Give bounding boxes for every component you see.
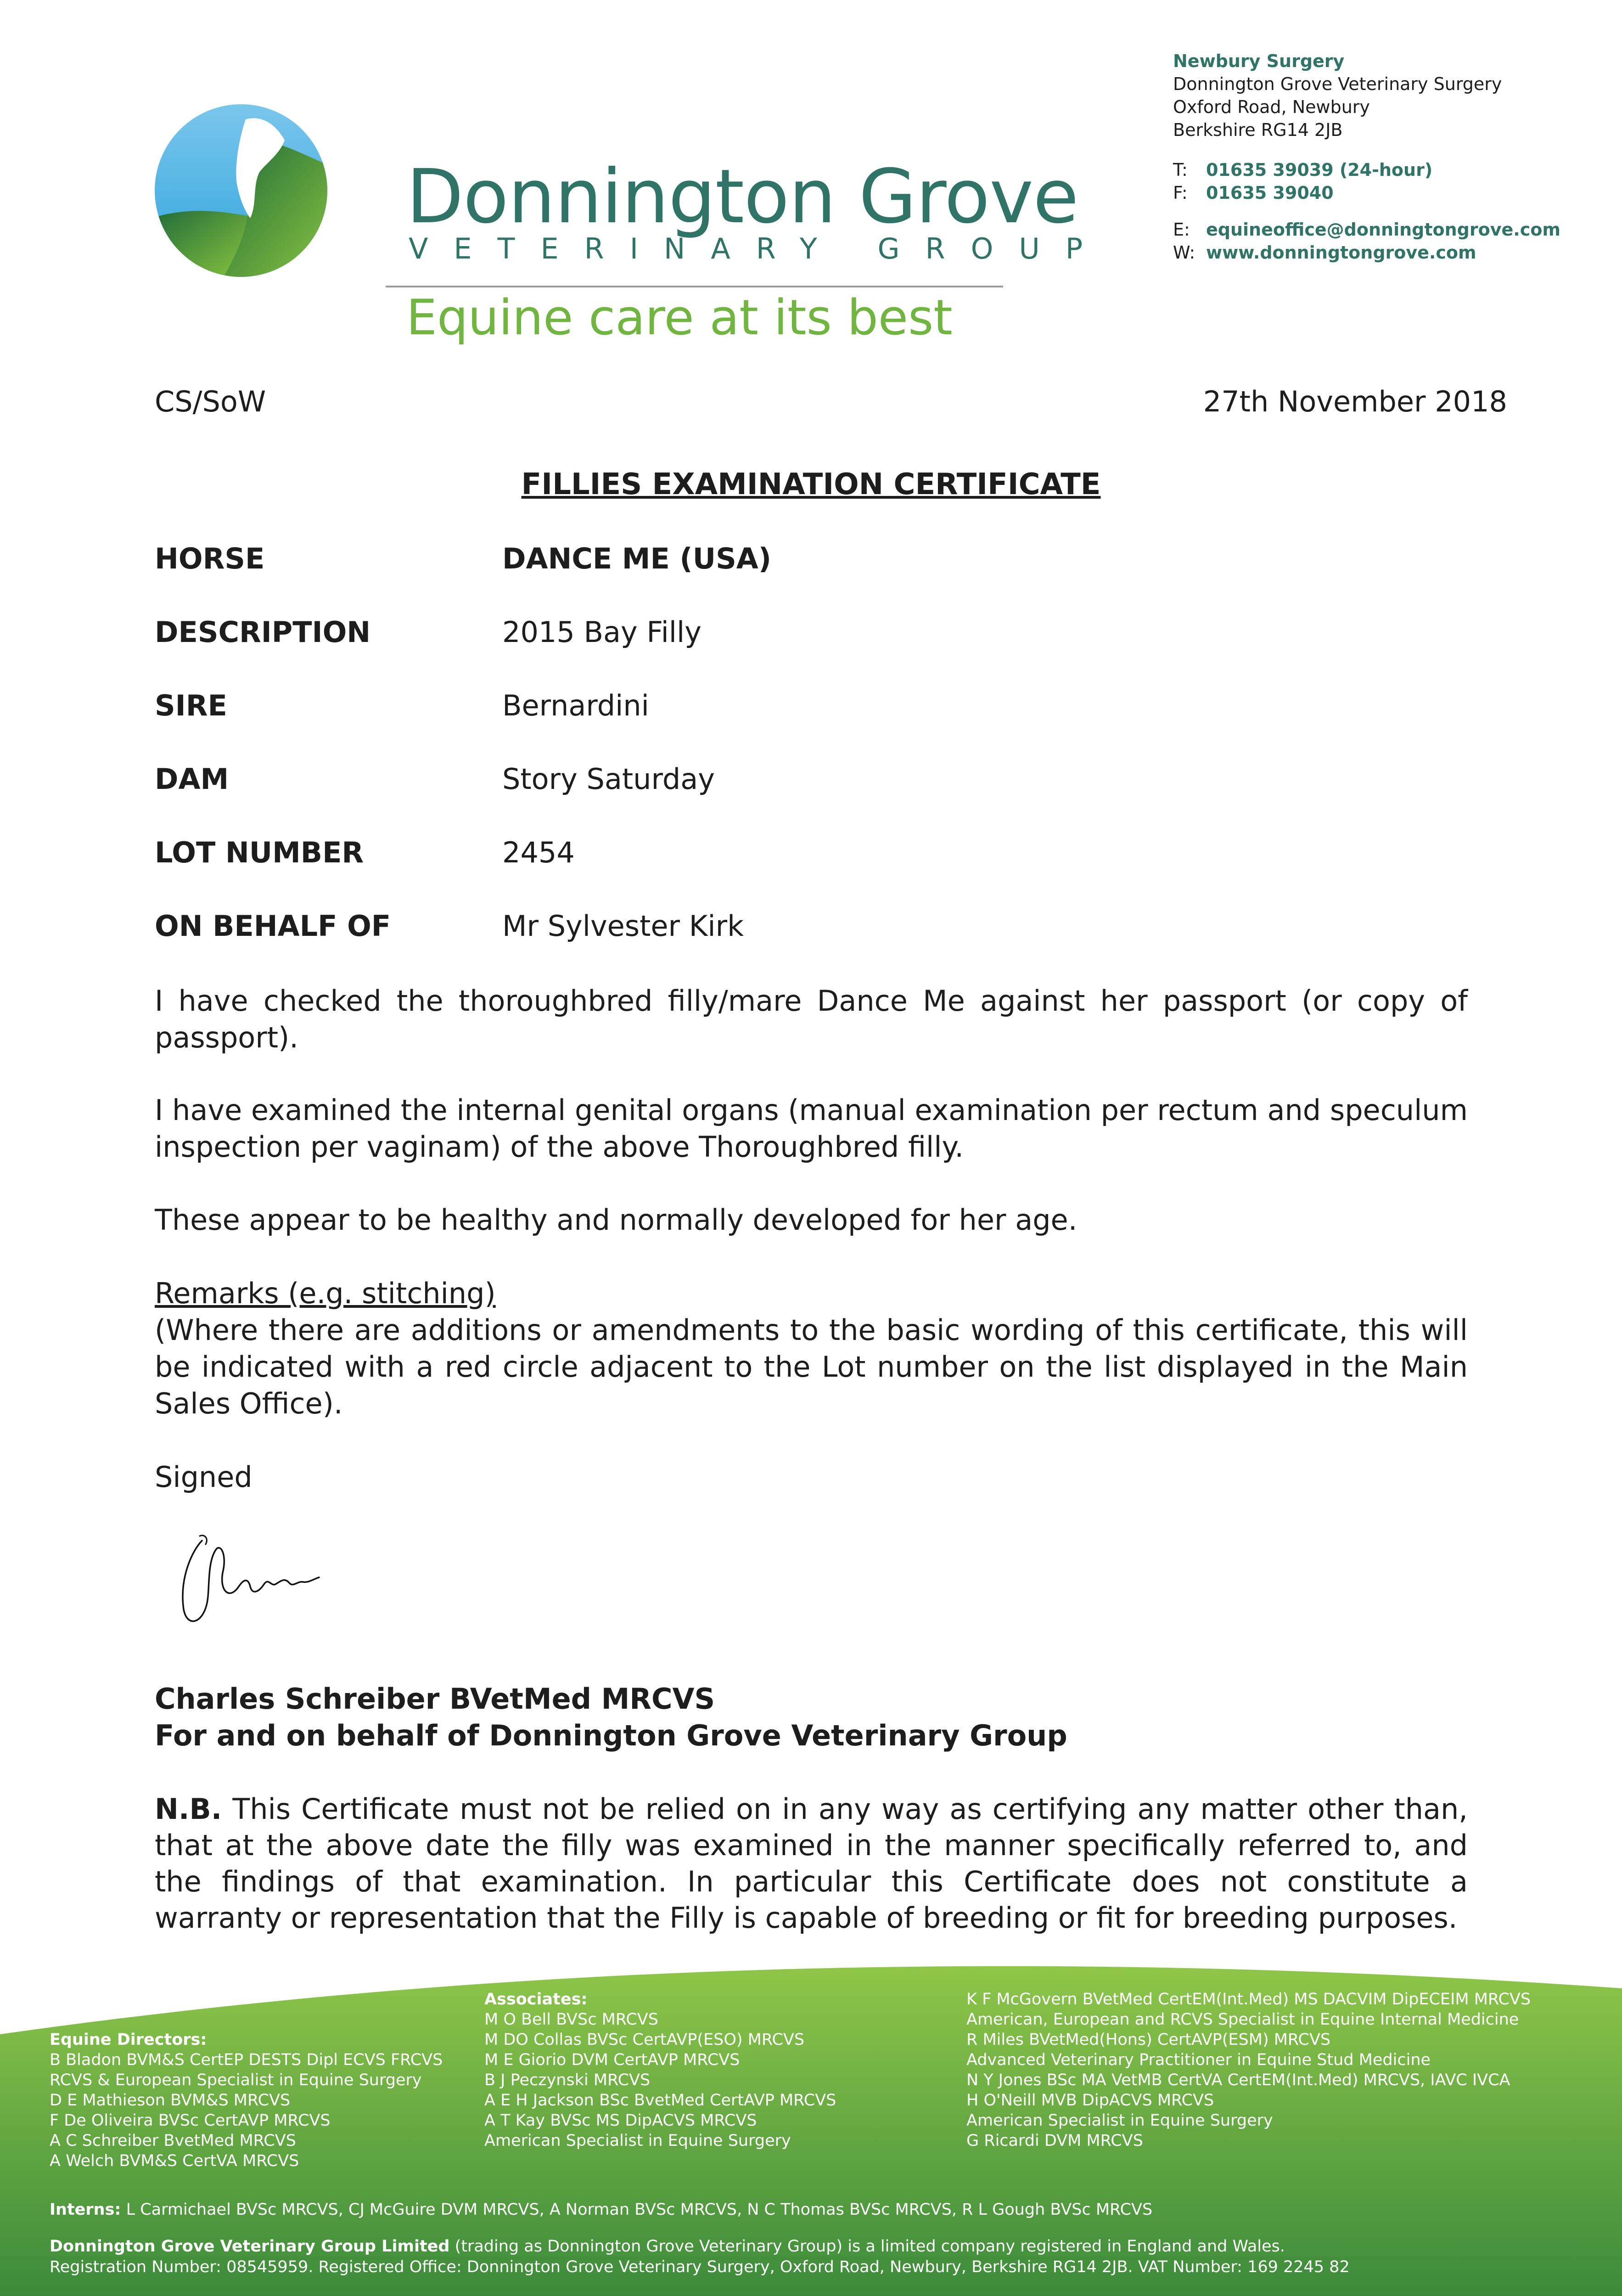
associate: G Ricardi DVM MRCVS bbox=[966, 2132, 1143, 2150]
brand-divider bbox=[386, 286, 1003, 287]
field-value: 2454 bbox=[502, 836, 575, 869]
signed-label: Signed bbox=[155, 1460, 253, 1494]
email-link[interactable]: equineoffice@donningtongrove.com bbox=[1206, 219, 1560, 240]
associates-heading: Associates: bbox=[484, 1990, 588, 2009]
signatory-behalf: For and on behalf of Donnington Grove Veterinary Group bbox=[155, 1719, 1067, 1752]
interns-label: Interns: bbox=[50, 2200, 121, 2219]
fax-label: F: bbox=[1173, 183, 1188, 203]
company-name: Donnington Grove Veterinary Group Limited bbox=[50, 2237, 450, 2256]
field-label: LOT NUMBER bbox=[155, 836, 364, 869]
associate: American Specialist in Equine Surgery bbox=[966, 2111, 1273, 2130]
associate: A T Kay BVSc MS DipACVS MRCVS bbox=[484, 2111, 757, 2130]
address-line: Donnington Grove Veterinary Surgery bbox=[1173, 74, 1502, 94]
remarks-heading: Remarks (e.g. stitching) bbox=[155, 1277, 496, 1310]
handwritten-signature bbox=[174, 1522, 340, 1637]
associate: K F McGovern BVetMed CertEM(Int.Med) MS DACVIM DipECEIM MRCVS bbox=[966, 1990, 1531, 2009]
field-label: SIRE bbox=[155, 689, 227, 722]
associate: M DO Collas BVSc CertAVP(ESO) MRCVS bbox=[484, 2031, 805, 2049]
examination-paragraph: I have examined the internal genital organs (manual examination per rectum and speculum inspection per vaginam) of the above Thoroughbred filly. bbox=[155, 1093, 1468, 1164]
web-label: W: bbox=[1173, 242, 1195, 263]
field-value: Bernardini bbox=[502, 689, 649, 722]
email-label: E: bbox=[1173, 219, 1190, 240]
associate: N Y Jones BSc MA VetMB CertVA CertEM(Int.Med) MRCVS, IAVC IVCA bbox=[966, 2071, 1510, 2089]
brand-name: Donnington Grove bbox=[406, 154, 1078, 240]
passport-check-paragraph: I have checked the thoroughbred filly/mare Dance Me against her passport (or copy of passport). bbox=[155, 984, 1468, 1054]
associate: American, European and RCVS Specialist in Equine Internal Medicine bbox=[966, 2010, 1519, 2029]
associate: B J Peczynski MRCVS bbox=[484, 2071, 651, 2089]
field-label: ON BEHALF OF bbox=[155, 909, 391, 943]
field-label: DESCRIPTION bbox=[155, 615, 371, 649]
associate: R Miles BVetMed(Hons) CertAVP(ESM) MRCVS bbox=[966, 2031, 1331, 2049]
field-value: 2015 Bay Filly bbox=[502, 615, 702, 649]
tel-label: T: bbox=[1173, 160, 1188, 180]
associate: American Specialist in Equine Surgery bbox=[484, 2132, 791, 2150]
associate: M O Bell BVSc MRCVS bbox=[484, 2010, 658, 2029]
registration-line: Registration Number: 08545959. Registered Office: Donnington Grove Veterinary Surgery, Oxford Road, Newbury, Berkshire RG14 2JB. VAT Number: 169 2245 82 bbox=[50, 2258, 1350, 2276]
letter-date: 27th November 2018 bbox=[1203, 385, 1507, 418]
associate: H O'Neill MVB DipACVS MRCVS bbox=[966, 2091, 1214, 2110]
company-line bbox=[50, 2236, 1285, 2257]
associate: A E H Jackson BSc BvetMed CertAVP MRCVS bbox=[484, 2091, 836, 2110]
director: A C Schreiber BvetMed MRCVS bbox=[50, 2132, 296, 2150]
associates-list bbox=[484, 1989, 836, 2151]
signatory-name: Charles Schreiber BVetMed MRCVS bbox=[155, 1682, 715, 1716]
field-label: DAM bbox=[155, 762, 229, 796]
remarks-section bbox=[155, 1275, 1468, 1422]
certificate-title: FILLIES EXAMINATION CERTIFICATE bbox=[521, 467, 1101, 501]
company-logo bbox=[152, 99, 335, 282]
director: D E Mathieson BVM&S MRCVS bbox=[50, 2091, 291, 2110]
signatory-block bbox=[155, 1681, 1067, 1754]
brand-subtitle: VETERINARY GROUP bbox=[409, 232, 1109, 265]
remarks-body: (Where there are additions or amendments to the basic wording of this certificate, this will be indicated with a red circle adjacent to the Lot number on the list displayed in the Main Sales Office). bbox=[155, 1313, 1468, 1420]
company-text: (trading as Donnington Grove Veterinary Group) is a limited company registered in England and Wales. bbox=[449, 2237, 1285, 2256]
nb-label: N.B. bbox=[155, 1792, 222, 1826]
associates-list-2 bbox=[966, 1989, 1531, 2151]
footer bbox=[0, 1961, 1622, 2296]
associate: M E Giorio DVM CertAVP MRCVS bbox=[484, 2051, 740, 2069]
disclaimer bbox=[155, 1791, 1468, 1936]
website-link[interactable]: www.donningtongrove.com bbox=[1206, 242, 1476, 263]
director: B Bladon BVM&S CertEP DESTS Dipl ECVS FRCVS bbox=[50, 2051, 443, 2069]
address-line: Oxford Road, Newbury bbox=[1173, 97, 1370, 117]
associate: Advanced Veterinary Practitioner in Equine Stud Medicine bbox=[966, 2051, 1431, 2069]
practice-address bbox=[1173, 50, 1502, 141]
field-value: DANCE ME (USA) bbox=[502, 542, 772, 575]
field-value: Mr Sylvester Kirk bbox=[502, 909, 744, 943]
fax-number: 01635 39040 bbox=[1206, 183, 1334, 203]
field-label: HORSE bbox=[155, 542, 265, 575]
tagline: Equine care at its best bbox=[406, 289, 953, 346]
findings-paragraph: These appear to be healthy and normally developed for her age. bbox=[155, 1203, 1078, 1237]
reference: CS/SoW bbox=[155, 385, 266, 418]
director: RCVS & European Specialist in Equine Surgery bbox=[50, 2071, 422, 2089]
address-line: Berkshire RG14 2JB bbox=[1173, 120, 1343, 140]
tel-number[interactable]: 01635 39039 (24-hour) bbox=[1206, 160, 1433, 180]
nb-text: This Certificate must not be relied on in any way as certifying any matter other than, that at the above date the filly was examined in the manner specifically referred to, and the findings of that examination. In particular this Certificate does not constitute a warranty or representation that the Filly is capable of breeding or fit for breeding purposes. bbox=[155, 1792, 1468, 1935]
directors-heading: Equine Directors: bbox=[50, 2031, 207, 2049]
contact-details bbox=[1173, 158, 1560, 264]
director: F De Oliveira BVSc CertAVP MRCVS bbox=[50, 2111, 331, 2130]
field-value: Story Saturday bbox=[502, 762, 715, 796]
interns-list: L Carmichael BVSc MRCVS, CJ McGuire DVM MRCVS, A Norman BVSc MRCVS, N C Thomas BVSc MRCVS, R L Gough BVSc MRCVS bbox=[126, 2200, 1153, 2219]
director: A Welch BVM&S CertVA MRCVS bbox=[50, 2152, 299, 2170]
directors-list bbox=[50, 2030, 443, 2171]
interns-line bbox=[50, 2200, 1152, 2220]
address-line: Newbury Surgery bbox=[1173, 51, 1345, 71]
